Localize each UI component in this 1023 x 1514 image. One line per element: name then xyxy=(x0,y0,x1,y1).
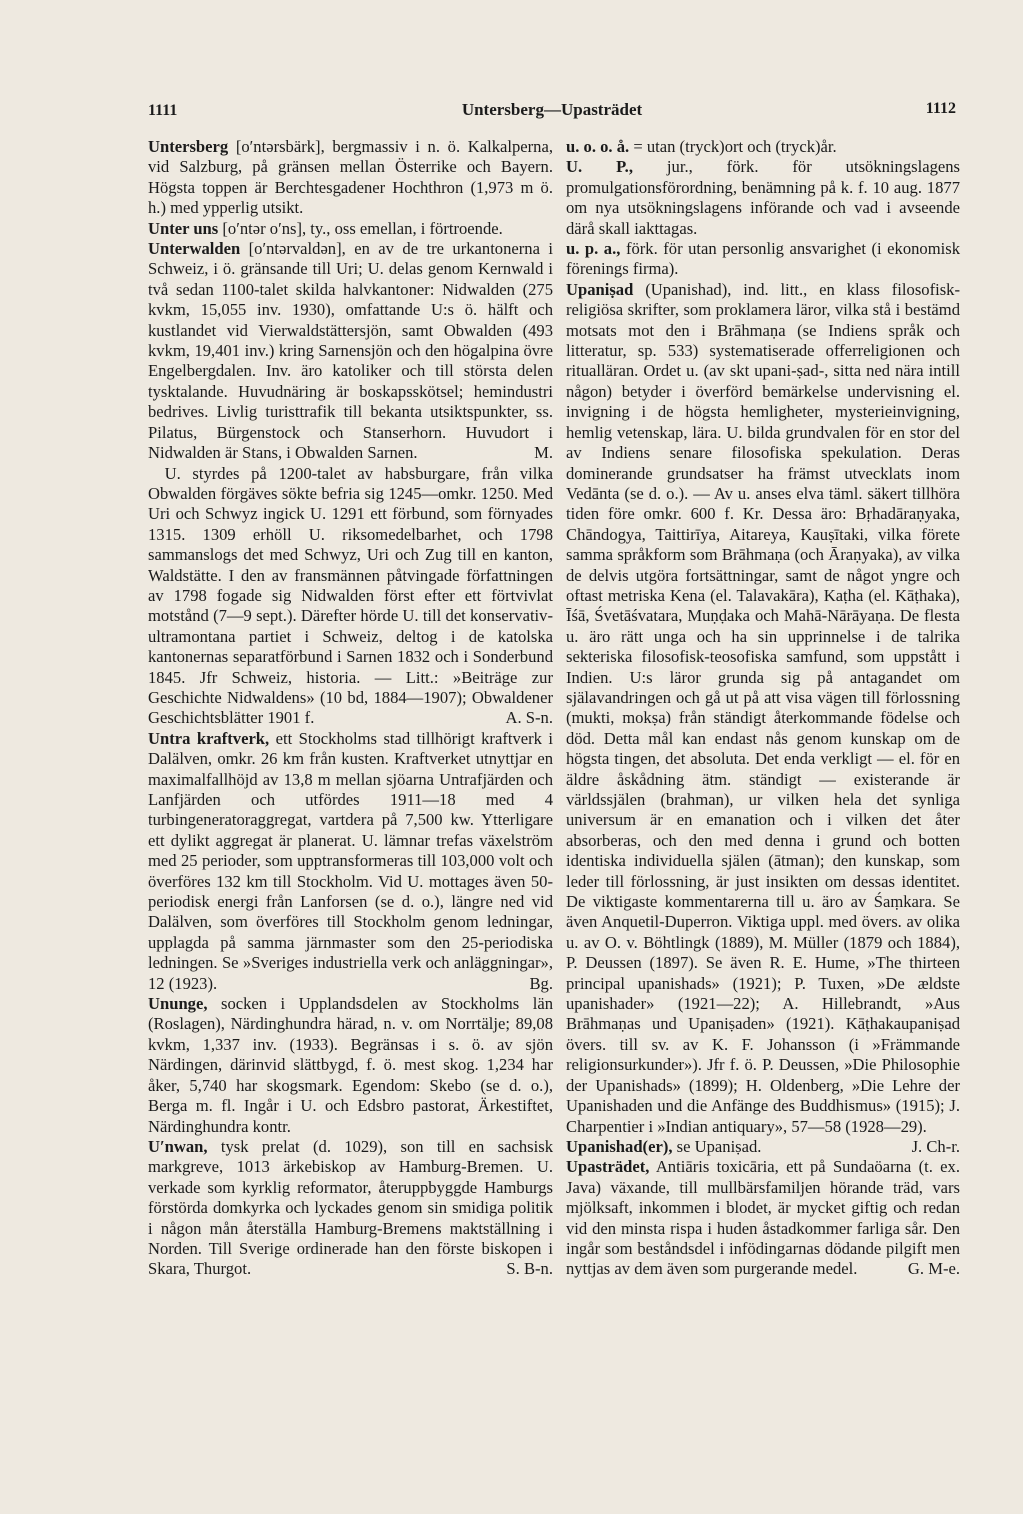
page-title: Untersberg—Upasträdet xyxy=(461,100,643,119)
signature: S. B-n. xyxy=(506,1259,553,1279)
entry-upastradet: Upasträdet, Antiāris toxicāria, ett på Sundaöarna (t. ex. Java) växande, till mullbärsfamiljen hörande träd, vars mjölksaft, inkommen i blodet, är mycket giftig och redan vid den minsta rispa i huden åstadkommer farliga sår. Den ingår som beståndsdel i infödingarnas dödande pilgift men nyttjas av dem även som purgerande medel. G. M-e. xyxy=(566,1157,960,1279)
right-column xyxy=(566,137,960,1280)
entry-untersberg: Untersberg [o′ntərsbärk], bergmassiv i n. ö. Kalkalperna, vid Salzburg, på gränsen mellan Österrike och Bayern. Högsta toppen är Berchtesgadener Hochthron (1,973 m ö. h.) med ypperlig utsikt. xyxy=(148,137,553,218)
signature: A. S-n. xyxy=(505,708,553,728)
signature: Bg. xyxy=(529,973,553,993)
entry-ununge: Ununge, socken i Upplandsdelen av Stockholms län (Roslagen), Närdinghundra härad, n. v. om Norrtälje; 89,08 kvkm, 1,337 inv. (1933). Begränsas i s. ö. av sjön Närdingen, därinvid slättbygd, f. ö. mest skog. 1,234 har åker, 5,740 har skogsmark. Egendom: Skebo (se d. o.), Berga m. fl. Ingår i U. och Edsbro pastorat, Ärkestiftet, Närdinghundra kontr. xyxy=(148,994,553,1136)
running-header xyxy=(148,100,956,124)
entry-upanisad: Upaniṣad (Upanishad), ind. litt., en klass filosofisk-religiösa skrifter, som proklamera läror, vilka stå i bestämd motsats mot den i Brāhmaṇa (se Indiens språk och litteratur, sp. 533) systematiserade offerreligionen och ritualläran. Ordet u. (av skt upani-ṣad-, sitta ned nära intill någon) betyder i överförd bemärkelse undervisning el. invigning i de högsta hemligheter, mysterieinvigning, hemlig vetenskap, lära. U. bilda grundvalen för en stor del av Indiens senare filosofiska spekulation. Deras dominerande grundsatser ha främst utvecklats inom Vedānta (se d. o.). — Av u. anses elva täml. säkert tillhöra tiden före omkr. 600 f. Kr. Dessa äro: Bṛhadāraṇyaka, Chāndogya, Taittirīya, Aitareya, Kauṣītaki, vilka förete samma språkform som Brāhmaṇa (och Āraṇyaka), av vilka de delvis utgöra fortsättningar, samt de något yngre och oftast metriska Kena (el. Talavakāra), Kaṭha (el. Kāṭhaka), Īśā, Śvetāśvatara, Muṇḍaka och Mahā-Nārāyaṇa. De flesta u. äro rätt unga och ha sin upprinnelse i de talrika sekteriska filosofisk-teosofiska samfund, som uppstått i Indien. U:s läror grunda sig på antagandet om själavandringen och gå ut på att visa vägen till förlossning (mukti, mokṣa) från ständigt återkommande födelse och död. Detta mål kan endast nås genom kunskap om de högsta tingen, det absoluta. Det enda verkligt — el. för en äldre åskådning ätm. ständigt — existerande är världssjälen (brahman), ur vilken hela det synliga universum är en emanation och i vilken det åter absorberas, och den med denna i grund och botten identiska individuella själen (ātman); den kunskap, som leder till förlossning, är just insikten om dessas identitet. De viktigaste kommentarerna till u. äro av Śaṃkara. Se även Anquetil-Duperron. Viktiga uppl. med övers. av olika u. av O. v. Böhtlingk (1889), M. Müller (1879 och 1884), P. Deussen (1897). Se även R. E. Hume, »The thirteen principal upanishads» (1921); P. Tuxen, »De ældste upanishader» (1921—22); A. Hillebrandt, »Aus Brāhmaṇas und Upaniṣaden» (1921). Kāṭhakaupaniṣad övers. till sv. av K. F. Johansson (i »Främmande religionsurkunder»). Jfr f. ö. P. Deussen, »Die Philosophie der Upanishads» (1899); H. Oldenberg, »Die Lehre der Upanishaden und die Anfänge des Buddhismus» (1915); J. Charpentier i »Indian antiquary», 57—58 (1928—29). J. Ch-r. xyxy=(566,279,960,1156)
entry-unter-uns: Unter uns [o′ntər o′ns], ty., oss emellan, i förtroende. xyxy=(148,218,503,238)
entry-untra-kraftverk: Untra kraftverk, ett Stockholms stad tillhörigt kraftverk i Dalälven, omkr. 26 km från kusten. Kraftverket utnyttjar en maximalfallhöjd av 13,8 m mellan sjöarna Untrafjärden och Lanfjärden och utfördes 1911—18 med 4 turbingeneratoraggregat, vartdera på 7,500 kw. Ytterligare ett dylikt aggregat är planerat. U. lämnar trefas växelström med 25 perioder, som upptransformeras till 103,000 volt och överföres 132 km till Stockholm. Vid U. mottages även 50-periodisk energi från Lanforsen (se d. o.), längre ned vid Dalälven, som överföres till Stockholm genom ledningar, upplagda på samma järnmaster som den 25-periodiska ledningen. Se »Sveriges industriella verk och anläggningar», 12 (1923). Bg. xyxy=(148,728,553,993)
left-column xyxy=(148,137,553,1280)
entry-unwan: U′nwan, tysk prelat (d. 1029), son till en sachsisk markgreve, 1013 ärkebiskop av Hamburg-Bremen. U. verkade som kyrklig reformator, återuppbyggde Hamburgs förstörda domkyrka och lyckades genom sin smidiga politik i någon mån återställa Hamburg-Bremens maktställning i Norden. Till Sverige ordinerade han den förste biskopen i Skara, Thurgot. S. B-n. xyxy=(148,1136,553,1279)
entry-unterwalden: Unterwalden [o′ntərvaldən], en av de tre urkantonerna i Schweiz, i ö. gränsande till Uri; U. delas genom Kernwald i två sedan 1100-talet skilda halvkantoner: Nidwalden (275 kvkm, 15,055 inv. 1930), omfattande U:s ö. hälft och kustlandet vid Vierwaldstättersjön, samt Obwalden (493 kvkm, 19,401 inv.) kring Sarnensjön och den högalpina övre Engelbergdalen. Inv. äro katoliker och till största delen tysktalande. Huvudnäring är boskapsskötsel; hemindustri bedrives. Livlig turisttrafik till bekanta utsiktspunkter, ss. Pilatus, Bürgenstock och Stanserhorn. Huvudort i Nidwalden är Stans, i Obwalden Sarnen. M. xyxy=(148,239,553,463)
entry-u-o-o-a: u. o. o. å. = utan (tryck)ort och (tryck)år. xyxy=(566,137,837,156)
signature: G. M-e. xyxy=(907,1259,960,1279)
signature: M. xyxy=(534,443,553,463)
signature: J. Ch-r. xyxy=(911,1136,960,1156)
page-number-right: 1112 xyxy=(925,100,956,117)
entry-unterwalden-history: U. styrdes på 1200-talet av habsburgare, från vilka Obwalden förgäves sökte befria sig 1245—omkr. 1250. Med Uri och Schwyz ingick U. 1291 ett förbund, som förnyades 1315. 1309 erhöll U. riksomedelbarhet, och 1798 sammanslogs det med Schwyz, Uri och Zug till en kanton, Waldstätte. I den av fransmännen påtvingade författningen av 1798 fogade sig Nidwalden först efter ett förtvivlat motstånd (7—9 sept.). Därefter hörde U. till det konservativ-ultramontana partiet i Schweiz, deltog i de katolska kantonernas separatförbund i Sarnen 1832 och i Sonderbund 1845. Jfr Schweiz, historia. — Litt.: »Beiträge zur Geschichte Nidwaldens» (10 bd, 1884—1907); Obwaldener Geschichtsblätter 1901 f. A. S-n. xyxy=(148,463,553,728)
entry-upanishader: Upanishad(er), se Upaniṣad. xyxy=(566,1136,762,1156)
page-number-left: 1111 xyxy=(148,102,178,119)
entry-u-p: U. P., jur., förk. för utsökningslagens promulgationsförordning, benämning på k. f. 10 aug. 1877 om nya utsökningslagens införande och vad i avseende därå skall iakttagas. xyxy=(566,157,960,238)
entry-u-p-a: u. p. a., förk. för utan personlig ansvarighet (i ekonomisk förenings firma). xyxy=(566,239,960,279)
